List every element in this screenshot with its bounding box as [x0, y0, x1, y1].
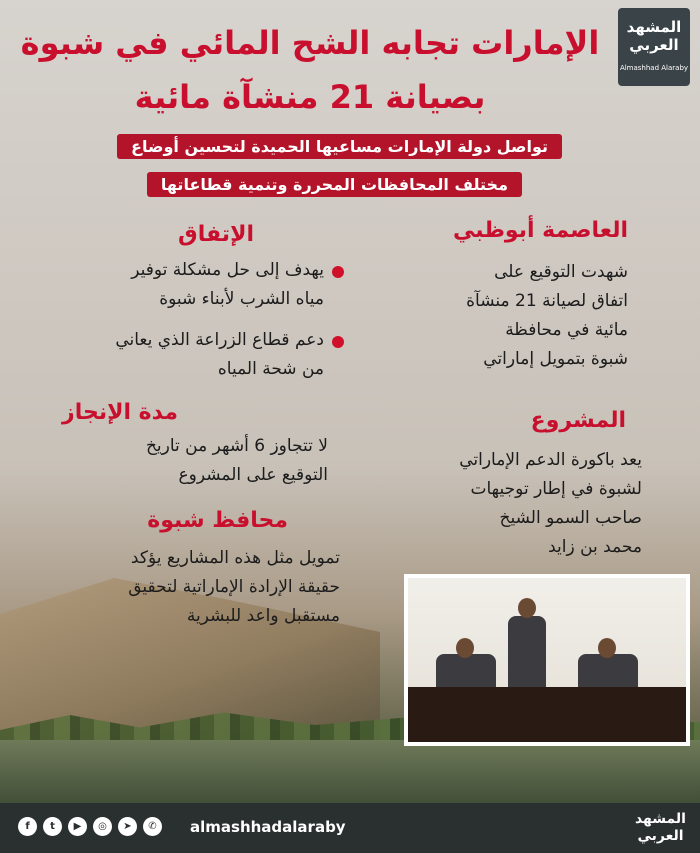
background-water — [0, 740, 700, 810]
agreement-bullet-1 — [24, 256, 324, 314]
capital-line: شهدت التوقيع على — [494, 262, 628, 282]
project-title: المشروع — [530, 408, 626, 433]
agreement-title: الإتفاق — [178, 222, 254, 247]
bullet-icon — [332, 336, 344, 348]
facebook-icon[interactable]: f — [18, 817, 37, 836]
telegram-icon[interactable]: ➤ — [118, 817, 137, 836]
footer-bar — [0, 803, 700, 853]
footer-logo — [635, 811, 686, 845]
agreement-line: من شحة المياه — [217, 359, 324, 379]
brand-logo — [618, 8, 690, 86]
governor-text — [20, 544, 340, 631]
subtitle-banner-1: تواصل دولة الإمارات مساعيها الحميدة لتحسين أوضاع — [117, 134, 562, 159]
headline-line2: بصيانة 21 منشآة مائية — [134, 78, 486, 116]
twitter-icon[interactable]: t — [43, 817, 62, 836]
duration-line: لا تتجاوز 6 أشهر من تاريخ — [145, 436, 328, 456]
social-icons — [18, 817, 162, 836]
footer-logo-line1: المشهد — [634, 811, 686, 827]
duration-title: مدة الإنجاز — [62, 400, 178, 425]
signing-table — [408, 687, 686, 742]
social-handle[interactable]: almashhadalaraby — [190, 818, 346, 836]
capital-text — [348, 258, 628, 374]
capital-title: العاصمة أبوظبي — [452, 218, 628, 243]
governor-line: مستقبل واعد للبشرية — [186, 606, 340, 626]
agreement-bullet-2 — [24, 326, 324, 384]
governor-line: حقيقة الإرادة الإماراتية لتحقيق — [128, 577, 340, 597]
bullet-icon — [332, 266, 344, 278]
headline-line1: الإمارات تجابه الشح المائي في شبوة — [20, 24, 600, 62]
brand-logo-line2: العربي — [629, 36, 679, 54]
whatsapp-icon[interactable]: ✆ — [143, 817, 162, 836]
governor-title: محافظ شبوة — [147, 508, 288, 533]
project-line: صاحب السمو الشيخ — [499, 508, 642, 528]
footer-logo-line2: العربي — [637, 828, 684, 844]
brand-logo-site: Almashhad Alaraby — [619, 64, 689, 72]
project-line: محمد بن زايد — [548, 537, 642, 557]
project-text — [342, 446, 642, 562]
capital-line: اتفاق لصيانة 21 منشآة — [466, 291, 628, 311]
agreement-line: مياه الشرب لأبناء شبوة — [159, 289, 324, 309]
instagram-icon[interactable]: ◎ — [93, 817, 112, 836]
project-line: لشبوة في إطار توجيهات — [470, 479, 642, 499]
duration-text — [28, 432, 328, 490]
duration-line: التوقيع على المشروع — [178, 465, 328, 485]
governor-line: تمويل مثل هذه المشاريع يؤكد — [130, 548, 340, 568]
capital-line: مائية في محافظة — [505, 320, 628, 340]
signing-ceremony-photo — [404, 574, 690, 746]
project-line: يعد باكورة الدعم الإماراتي — [459, 450, 642, 470]
capital-line: شبوة بتمويل إماراتي — [483, 349, 628, 369]
brand-logo-line1: المشهد — [626, 18, 682, 36]
agreement-line: يهدف إلى حل مشكلة توفير — [131, 260, 324, 280]
subtitle-banner-2: مختلف المحافظات المحررة وتنمية قطاعاتها — [147, 172, 522, 197]
agreement-line: دعم قطاع الزراعة الذي يعاني — [115, 330, 324, 350]
youtube-icon[interactable]: ▶ — [68, 817, 87, 836]
